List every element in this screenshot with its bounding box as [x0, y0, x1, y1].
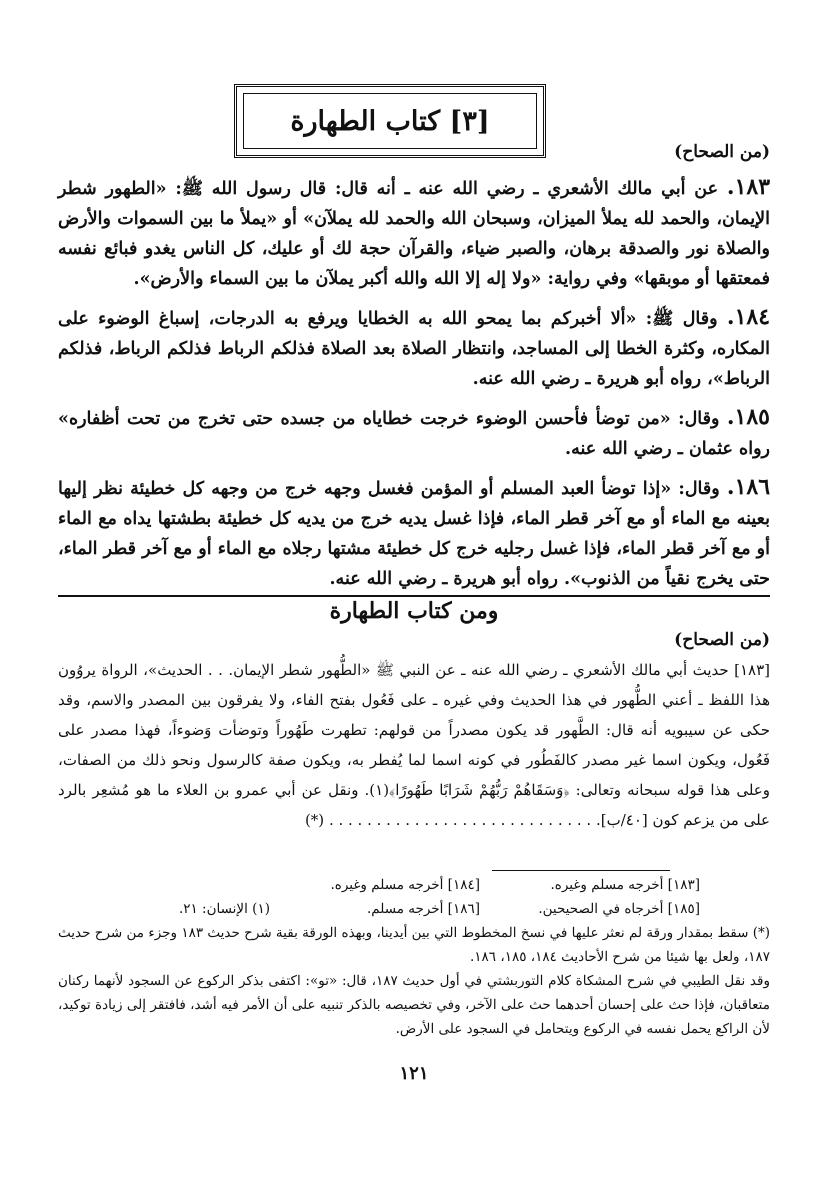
chapter-title: [٣] كتاب الطهارة — [290, 105, 490, 137]
note-marker: (*) — [304, 811, 325, 829]
footnote-185: [١٨٥] أخرجاه في الصحيحين. — [538, 901, 700, 917]
hadith-number: ١٨٣. — [726, 174, 771, 200]
footnote-183: [١٨٣] أخرجه مسلم وغيره. — [550, 877, 700, 893]
commentary-title: ومن كتاب الطهارة — [329, 598, 499, 624]
page-number: ١٢١ — [399, 1063, 429, 1084]
hadith-184 — [58, 302, 770, 394]
hadith-number: ١٨٦. — [726, 474, 771, 500]
footnote-row — [58, 897, 700, 921]
footnote-divider — [492, 870, 670, 871]
hadith-186 — [58, 472, 770, 594]
commentary-text: [١٨٣] حديث أبي مالك الأشعري ـ رضي الله عنه ـ عن النبي ﷺ «الطُّهور شطر الإيمان. . . الحديث»، الرواة يروُون هذا اللفظ ـ أعني الطُّهور في هذا الحديث وفي غيره ـ على فَعُول بفتح الفاء، ولا يفرقون بين المصدر والاسم، وقد حكى عن سيبويه أنه قال: الطَّهور قد يكون مصدراً من قولهم: تطهرت طَهُوراً وتوضأت وَضوءاً، فهذا مصدر على فَعُول، ويكون اسما غير مصدر كالفَطُور في كونه اسما لما يُفطر به، ويكون صفة كالرسول ونحو ذلك من الصفات، وعلى هذا قوله سبحانه وتعالى: ﴿وَسَقَاهُمْ رَبُّهُمْ شَرَابًا طَهُورًا﴾(١). ونقل عن أبي عمرو بن العلاء ما هو مُشعِر بالرد على من يزعم كون [٤٠/ب]. — [58, 661, 771, 829]
footnotes — [58, 873, 770, 1041]
footnote-note-missing-leaf: (*) سقط بمقدار ورقة لم نعثر عليها في نسخ المخطوط التي بين أيدينا، وبهذه الورقة بقية شرح حديث ١٨٣ وجزء من شرح حديث ١٨٧، ولعل بها شيئا من شرح الأحاديث ١٨٤، ١٨٥، ١٨٦. — [58, 925, 770, 965]
chapter-source-label: (من الصحاح) — [674, 142, 770, 162]
hadith-183 — [58, 172, 770, 294]
footnote-184: [١٨٤] أخرجه مسلم وغيره. — [330, 877, 480, 893]
footnote-note-tibi: وقد نقل الطيبي في شرح المشكاة كلام التوربشتي في أول حديث ١٨٧، قال: «تو»: اكتفى بذكر الركوع عن السجود لأنهما ركنان متعاقبان، فإذا حث على إحسان أحدهما حث على الآخر، وفي تخصيصه بالذكر تنبيه على أن الأمر فيه أشد، فافتقر إلى زيادة توكيد، لأن الراكع يحمل نفسه في الركوع ويتحامل في السجود على الأرض. — [58, 973, 770, 1037]
hadith-text: وقال ﷺ: «ألا أخبركم بما يمحو الله به الخطايا ويرفع به الدرجات، إسباغ الوضوء على المكاره، وكثرة الخطا إلى المساجد، وانتظار الصلاة بعد الصلاة فذلكم الرباط فذلكم الرباط، فذلكم الرباط»، رواه أبو هريرة ـ رضي الله عنه. — [58, 309, 770, 389]
hadith-list — [58, 172, 770, 602]
hadith-number: ١٨٤. — [726, 304, 771, 330]
hadith-text: عن أبي مالك الأشعري ـ رضي الله عنه ـ أنه قال: قال رسول الله ﷺ: «الطهور شطر الإيمان، والحمد لله يملأ الميزان، وسبحان الله والحمد لله يملآن» أو «يملأ ما بين السموات والأرض والصلاة نور والصدقة برهان، والصبر ضياء، والقرآن حجة لك أو عليك، كل الناس يغدو فبائع نفسه فمعتقها أو موبقها» وفي رواية: «ولا إله إلا الله والله أكبر يملآن ما بين السماء والأرض». — [58, 179, 770, 289]
footnote-1: (١) الإنسان: ٢١. — [178, 901, 270, 917]
hadith-text: وقال: «إذا توضأ العبد المسلم أو المؤمن فغسل وجهه خرج من وجهه كل خطيئة نظر إليها بعينه مع الماء أو مع آخر قطر الماء، فإذا غسل يديه خرج من يديه كل خطيئة بطشتها يداه مع الماء أو مع آخر قطر الماء، فإذا غسل رجليه خرج كل خطيئة مشتها رجلاه مع الماء أو مع آخر قطر الماء، حتى يخرج نقياً من الذنوب». رواه أبو هريرة ـ رضي الله عنه. — [58, 479, 770, 589]
footnote-row — [58, 873, 700, 897]
page — [58, 0, 770, 1183]
ellipsis-dots: . . . . . . . . . . . . . . . . . . . . . . . . . . . . — [328, 811, 592, 829]
commentary-body — [58, 655, 770, 835]
section-divider — [58, 595, 770, 597]
footnote-186: [١٨٦] أخرجه مسلم. — [366, 901, 480, 917]
hadith-text: وقال: «من توضأ فأحسن الوضوء خرجت خطاياه من جسده حتى تخرج من تحت أظفاره» رواه عثمان ـ رضي الله عنه. — [58, 409, 770, 459]
hadith-number: ١٨٥. — [726, 404, 770, 430]
hadith-185 — [58, 402, 770, 464]
commentary-source-label: (من الصحاح) — [674, 630, 770, 650]
